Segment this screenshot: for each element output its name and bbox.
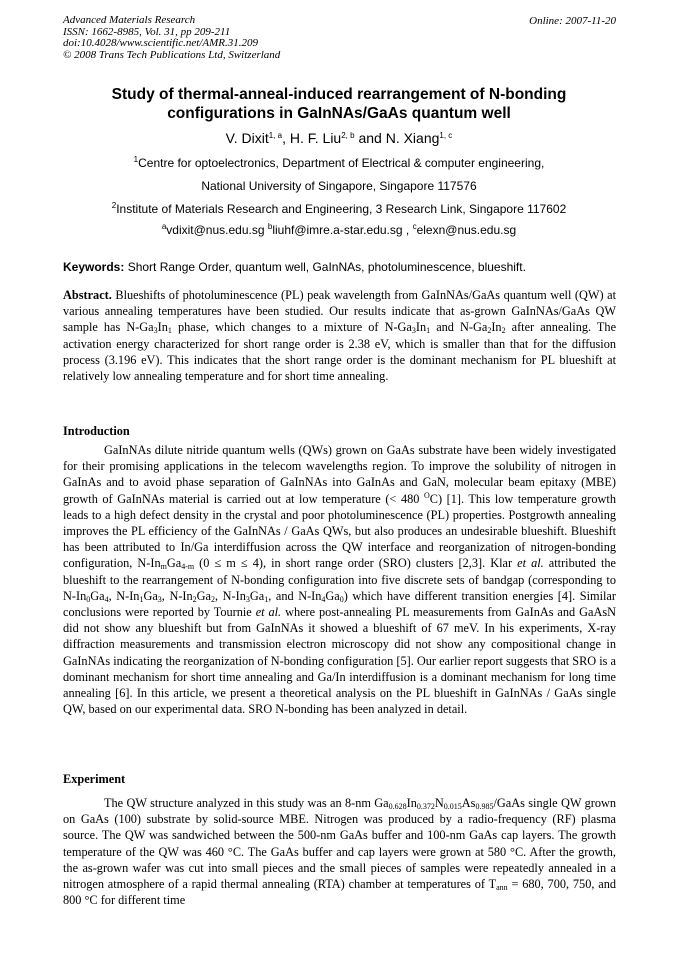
author-1-affil: 1, a [268, 131, 283, 140]
experiment-heading: Experiment [63, 772, 126, 786]
subscript: 4 [321, 594, 326, 604]
abstract-text: phase, which changes to a mixture of N-Ga [171, 320, 412, 335]
author-3-affil: 1, c [439, 131, 453, 140]
email-b-marker: b [267, 222, 273, 231]
intro-text: Ga [90, 588, 105, 603]
subscript: 4 [104, 594, 109, 604]
experiment-text: N [434, 796, 444, 810]
subscript: 1 [139, 594, 144, 604]
et-al: et al. [517, 556, 544, 571]
affiliation-2-marker: 2 [111, 201, 117, 210]
subscript: 0.985 [475, 802, 494, 811]
intro-text: N-In [116, 588, 140, 603]
email-a-marker: a [161, 222, 167, 231]
subscript: 3 [245, 594, 250, 604]
abstract-text: In [157, 320, 168, 335]
experiment-text: As [461, 796, 476, 810]
intro-text: Ga [143, 588, 158, 603]
subscript: 0 [86, 594, 91, 604]
intro-text: Ga [196, 588, 212, 603]
experiment-text: /GaAs single QW grown on GaAs (100) substrate by solid-source MBE. Nitrogen was produced by a radio-frequency (RF) plasma source. The QW was sandwiched between the 500-nm GaAs buffer and 100-nm GaAs cap layers. The growth temperature of the QW was 460 °C. The GaAs buffer and cap layers were grown at 580 °C. After the growth, the as-grown wafer was cut into small pieces and the small pieces of samples were repeatedly annealed in a nitrogen atmosphere of a rapid thermal annealing (RTA) chamber at temperatures of T [63, 796, 617, 892]
intro-text: N-In [169, 588, 193, 603]
keywords-label: Keywords: [63, 260, 125, 274]
subscript: 1 [426, 326, 431, 336]
email-a: vdixit@nus.edu.sg [166, 223, 265, 237]
abstract-text: after annealing. The activation energy characterized for short range order is 2.38 eV, which is smaller than that for the diffusion process (3.196 eV). This indicates that the short range order is the dominant mechanism for PL blueshift at relatively low annealing temperature and for short time annealing. [63, 320, 617, 384]
affiliation-1-text: Centre for optoelectronics, Department of Electrical & computer engineering, [138, 156, 545, 170]
introduction-paragraph [63, 442, 616, 717]
author-and: and [358, 130, 382, 146]
intro-text: where post-annealing PL measurements from GaInAs and GaAsN did not show any blueshift but from GaInNAs it showed a blueshift of 67 meV. In his experiments, X-ray diffraction measurements and transmission electron microscopy did not show any compositional change in GaInNAs indicating the reorganization of N-bonding configuration [5]. Our earlier report suggests that SRO is a dominant mechanism for short time annealing and Ga/In interdiffusion is a dominant mechanism for long time annealing [6]. In this article, we present a theoretical analysis on the PL blueshift in GaInNAs / GaAs single QW, based on our experimental data. SRO N-bonding has been analyzed in detail. [63, 605, 616, 717]
subscript: 1 [264, 594, 269, 604]
abstract-text: and N-Ga [430, 320, 488, 335]
email-c-marker: c [412, 222, 417, 231]
author-list: V. Dixit$^{1, a}$, H. F. Liu$^{2, b}$ and N. Xiang$^{1, c}$ [225, 130, 453, 146]
subscript: 1 [167, 326, 172, 336]
author-2-affil: 2, b [341, 131, 355, 140]
journal-name: Advanced Materials Research [63, 14, 196, 26]
abstract-text: In [415, 320, 427, 335]
email-list: $^a$vdixit@nus.edu.sg $^b$liuhf@imre.a-star.edu.sg , $^c$elexn@nus.edu.sg [161, 222, 517, 237]
affiliation-2 [63, 202, 615, 216]
intro-text: N-In [298, 588, 322, 603]
intro-text: (0 ≤ m ≤ 4), in short range order (SRO) clusters [2,3]. Klar [194, 556, 518, 571]
author-2: H. F. Liu [289, 130, 342, 146]
subscript: 3 [411, 326, 416, 336]
keywords-text: Short Range Order, quantum well, GaInNAs, photoluminescence, blueshift. [127, 260, 526, 274]
title-line-2: configurations in GaInNAs/GaAs quantum well [167, 105, 511, 122]
keywords [63, 260, 526, 274]
author-1: V. Dixit [225, 130, 269, 146]
paper-title [63, 85, 615, 123]
subscript: 3 [153, 326, 158, 336]
email-c: elexn@nus.edu.sg [416, 223, 517, 237]
separator: , [215, 588, 223, 603]
intro-text: Ga [166, 556, 182, 571]
introduction-heading: Introduction [63, 424, 130, 438]
subscript: 3 [157, 594, 162, 604]
intro-text: ) which have different transition energies [4]. Similar conclusions were reported by Tournie [63, 588, 616, 620]
et-al: et al. [255, 605, 282, 620]
separator: , [108, 588, 117, 603]
subscript: 4-m [181, 562, 195, 572]
experiment-text: = 680, 700, 750, and 800 °C for different time [63, 877, 616, 908]
subscript: 2 [501, 326, 506, 336]
affiliation-2-text: Institute of Materials Research and Engineering, 3 Research Link, Singapore 117602 [116, 202, 567, 216]
affiliation-1-line-2: National University of Singapore, Singapore 117576 [201, 179, 477, 193]
copyright-line: © 2008 Trans Tech Publications Ltd, Switzerland [63, 48, 281, 61]
issn-line: ISSN: 1662-8985, Vol. 31, pp 209-211 [63, 25, 231, 38]
experiment-text: The QW structure analyzed in this study was an 8-nm Ga [104, 796, 389, 810]
intro-text: Ga [249, 588, 265, 603]
superscript: O [423, 490, 430, 500]
affiliation-1-marker: 1 [133, 155, 139, 164]
intro-text: attributed the blueshift to the rearrangement of N-bonding configuration into five discrete sets of bandgap (corresponding to N-In [63, 556, 617, 603]
subscript: m [160, 562, 167, 572]
affiliation-1-line-1 [63, 156, 615, 170]
separator: , and [268, 588, 299, 603]
subscript: 2 [192, 594, 197, 604]
email-b: liuhf@imre.a-star.edu.sg [272, 223, 403, 237]
subscript: 2 [211, 594, 216, 604]
abstract-text: In [491, 320, 502, 335]
intro-text: Ga [325, 588, 340, 603]
subscript: 0.372 [416, 802, 435, 811]
intro-text: C) [1]. This low temperature growth leads to a high defect density in the crystal and poor photoluminescence (PL) properties. Postgrowth annealing improves the PL efficiency of the GaInNAs / GaAs QWs, but also produces an undesirable blueshift. Blueshift has been attributed to In/Ga interdiffusion across the QW interface and reorganization of nitrogen-bonding configuration, N-In [63, 491, 616, 571]
subscript: 0.628 [388, 802, 407, 811]
online-date: Online: 2007-11-20 [529, 15, 616, 27]
intro-text: GaInNAs dilute nitride quantum wells (QWs) grown on GaAs substrate have been widely investigated for their promising applications in the telecom wavelengths region. To improve the solubility of nitrogen in GaInAs and to avoid phase separation of GaInNAs into GaInAs and GaN, molecular beam epitaxy (MBE) growth of GaInNAs material is carried out at low temperature (< 480 [63, 443, 616, 506]
subscript: 2 [487, 326, 492, 336]
experiment-paragraph [63, 795, 616, 908]
doi-line: doi:10.4028/www.scientific.net/AMR.31.209 [63, 37, 259, 49]
abstract [63, 287, 616, 384]
subscript: 0.015 [443, 802, 462, 811]
experiment-text: In [406, 796, 417, 810]
author-3: N. Xiang [385, 130, 440, 146]
abstract-label: Abstract. [63, 288, 112, 302]
separator: , [161, 588, 170, 603]
journal-header [63, 15, 280, 61]
subscript: 0 [339, 594, 344, 604]
title-line-1: Study of thermal-anneal-induced rearrangement of N-bonding [111, 86, 567, 103]
abstract-text: Blueshifts of photoluminescence (PL) peak wavelength from GaInNAs/GaAs quantum well (QW) at various annealing temperatures have been studied. Our results indicate that as-grown GaInNAs/GaAs QW sample has N-Ga [63, 288, 616, 335]
intro-text: N-In [222, 588, 246, 603]
subscript: ann [496, 883, 508, 893]
